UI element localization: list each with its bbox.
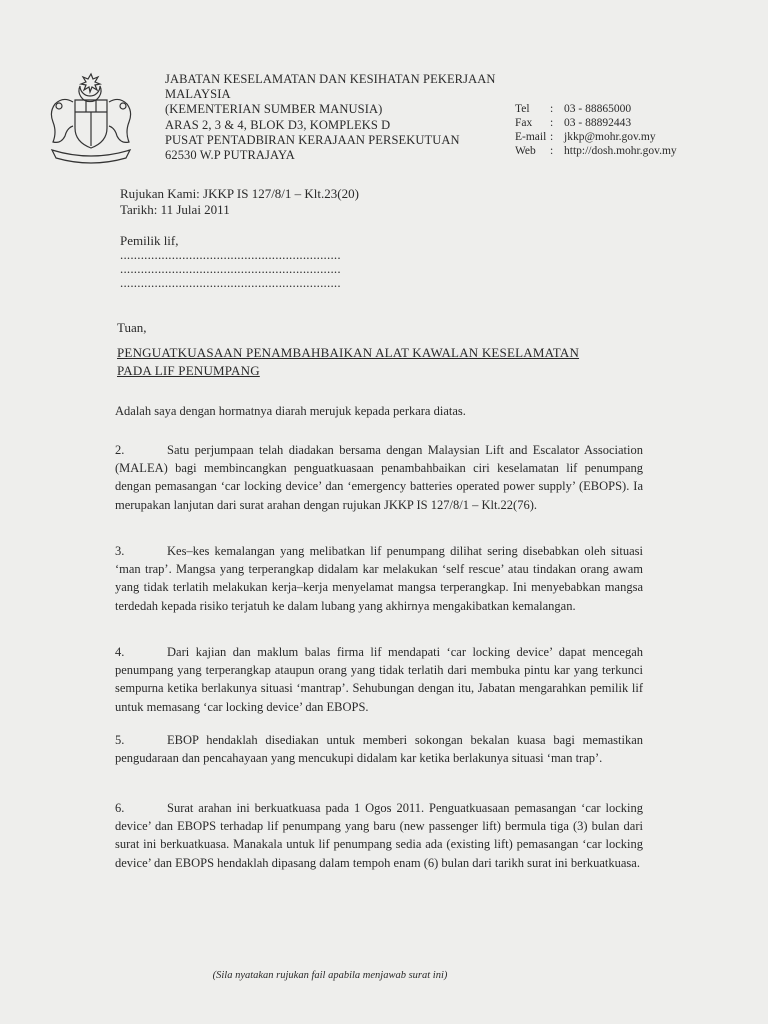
recipient-blank-line: ................................................................ [120,247,341,262]
reference-number: Rujukan Kami: JKKP IS 127/8/1 – Klt.23(20) [120,186,359,201]
paragraph-6: 6. Surat arahan ini berkuatkuasa pada 1 Ogos 2011. Penguatkuasaan pemasangan ‘car locking device’ dan EBOPS terhadap lif penumpang yang baru (new passenger lift) bermula tiga (3) bulan dari surat ini berkuatkuasa. Manakala untuk lif penumpang sedia ada (existing lift) pemasangan ‘car locking device’ dan EBOPS hendaklah dipasang dalam tempoh enam (6) bulan dari tarikh surat ini berkuatkuasa. [115,801,643,870]
agency-line: (KEMENTERIAN SUMBER MANUSIA) [165,102,383,117]
agency-line: JABATAN KESELAMATAN DAN KESIHATAN PEKERJAAN [165,72,496,86]
paragraph-3: 3. Kes–kes kemalangan yang melibatkan lif penumpang dilihat sering disebabkan oleh situasi ‘man trap’. Mangsa yang terperangkap didalam kar melakukan ‘self rescue’ atau tindakan orang awam yang tidak terlatih melakukan kerja–kerja menyelamat mangsa terperangkap. Ini menyebabkan mangsa terdedah kepada risiko terjatuh ke dalam lubang yang akhirnya mengakibatkan kemalangan. [115,544,643,613]
agency-line: PUSAT PENTADBIRAN KERAJAAN PERSEKUTUAN [165,132,460,147]
paragraph-2: 2. Satu perjumpaan telah diadakan bersama dengan Malaysian Lift and Escalator Association (MALEA) bagi membincangkan penguatkuasaan penambahbaikan ciri keselamatan lif penumpang dengan pemasangan ‘car locking device’ dan ‘emergency batteries operated power supply’ (EBOPS). Ia merupakan lanjutan dari surat arahan dengan rujukan JKKP IS 127/8/1 – Klt.22(76). [115,443,643,512]
contact-tel: Tel : 03 - 88865000 [515,103,632,115]
reference-block [120,186,359,218]
contact-web: Web : http://dosh.mohr.gov.my [515,145,677,157]
contact-email: E-mail : jkkp@mohr.gov.my [515,131,656,143]
letter-date: Tarikh: 11 Julai 2011 [120,202,230,217]
salutation: Tuan, [117,320,147,335]
paragraph-4: 4. Dari kajian dan maklum balas firma lif mendapati ‘car locking device’ dapat mencegah penumpang yang terperangkap ataupun orang yang tidak terlatih dari membuka pintu kar yang terkunci sempurna ketika berlakunya situasi ‘mantrap’. Sehubungan dengan itu, Jabatan mengarahkan pemilik lif untuk memasang ‘car locking device’ dan EBOPS. [115,645,643,714]
agency-line: MALAYSIA [165,87,231,102]
agency-line: ARAS 2, 3 & 4, BLOK D3, KOMPLEKS D [165,117,391,132]
agency-line: 62530 W.P PUTRAJAYA [165,148,295,163]
recipient-label: Pemilik lif, [120,233,179,248]
paragraph-5: 5. EBOP hendaklah disediakan untuk memberi sokongan bekalan kuasa bagi memastikan pengudaraan dan pencahayaan yang mencukupi didalam kar ketika berlakunya situasi ‘man trap’. [115,733,643,766]
footer-note: (Sila nyatakan rujukan fail apabila menjawab surat ini) [212,970,448,981]
recipient-blank-line: ................................................................ [120,261,341,276]
malaysia-coat-of-arms-icon [42,72,140,164]
paragraph-1: Adalah saya dengan hormatnya diarah merujuk kepada perkara diatas. [115,404,466,418]
subject-heading: PENGUATKUASAAN PENAMBAHBAIKAN ALAT KAWALAN KESELAMATAN PADA LIF PENUMPANG [117,345,580,378]
recipient-blank-line: ................................................................ [120,275,341,290]
contact-block [515,102,677,158]
recipient-block [120,233,341,290]
agency-address-block [165,72,495,163]
contact-fax: Fax : 03 - 88892443 [515,117,632,129]
